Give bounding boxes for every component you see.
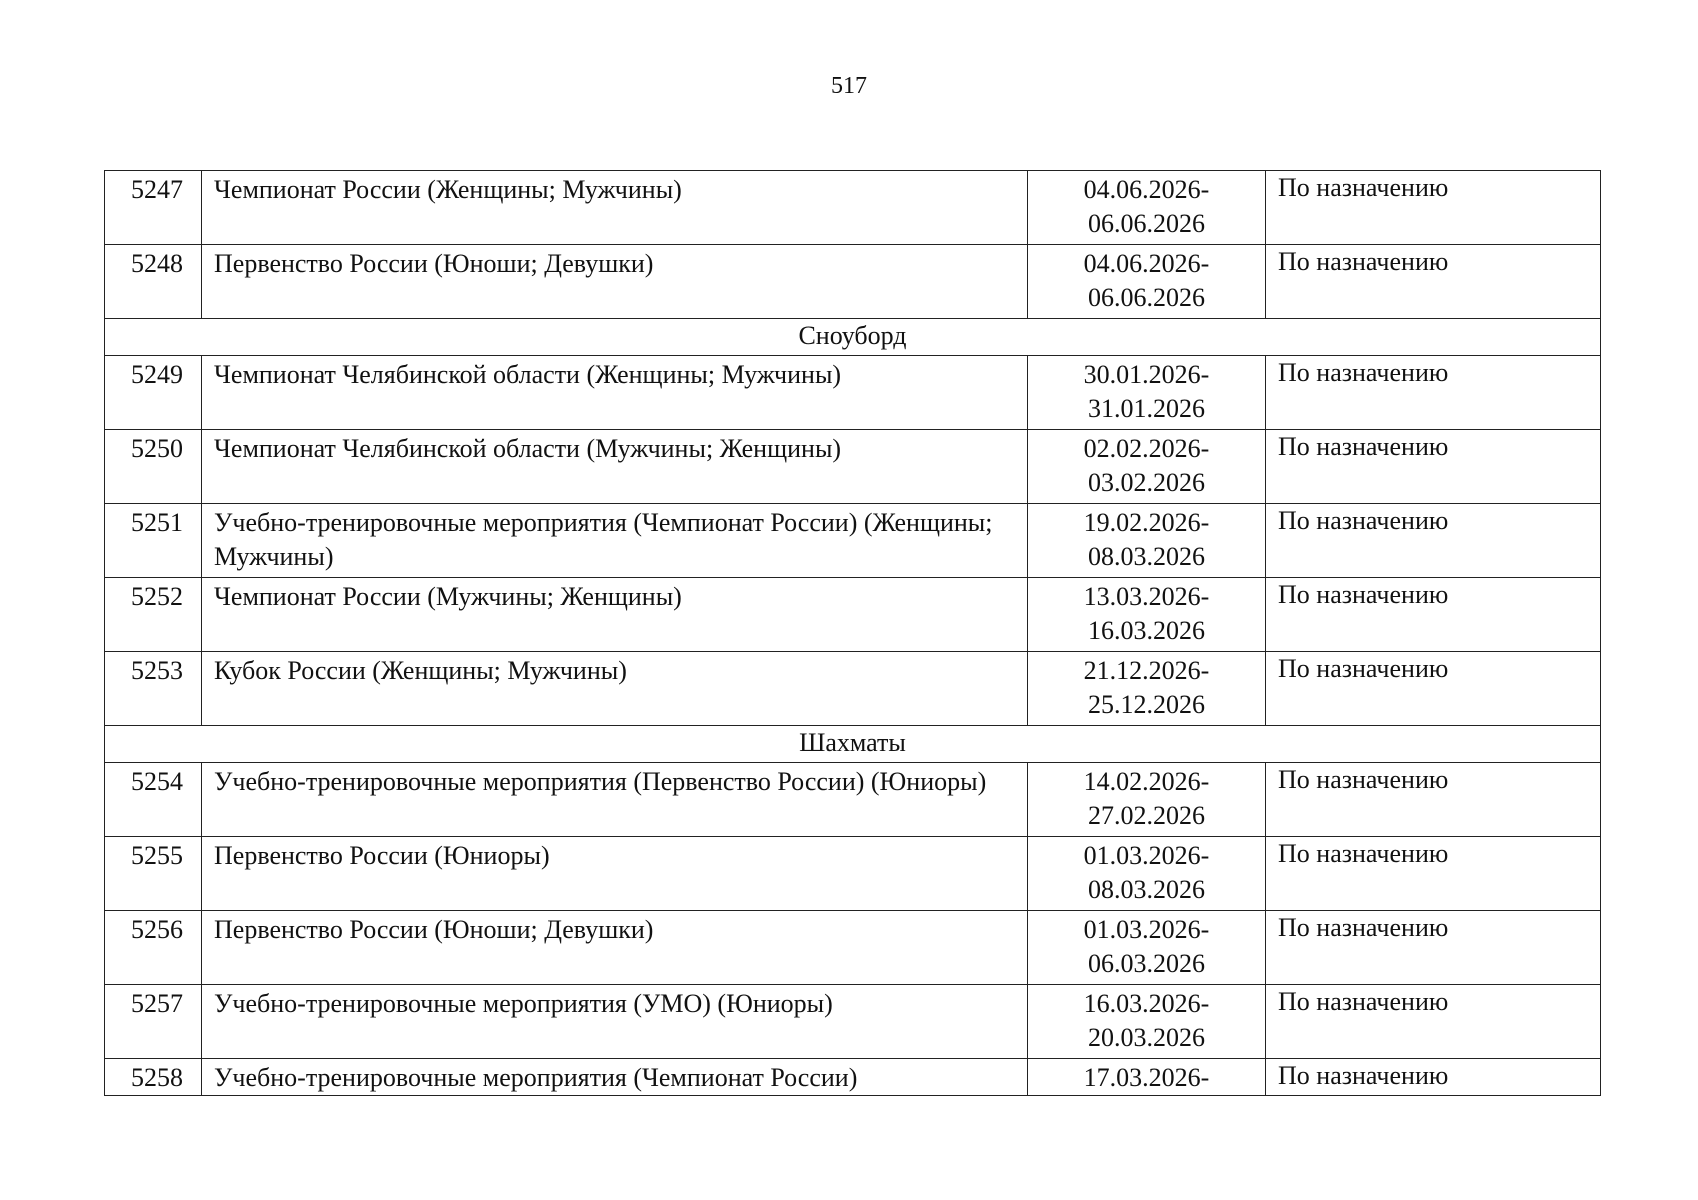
event-name: Первенство России (Юниоры): [202, 837, 1028, 911]
event-name: Кубок России (Женщины; Мужчины): [202, 652, 1028, 726]
event-name: Чемпионат России (Мужчины; Женщины): [202, 578, 1028, 652]
event-dates: [1028, 985, 1266, 1059]
event-number: 5256: [105, 911, 202, 985]
event-number: 5255: [105, 837, 202, 911]
event-dates: [1028, 1059, 1266, 1096]
event-place: По назначению: [1266, 356, 1601, 430]
date-start: 19.02.2026-: [1083, 508, 1210, 537]
event-number: 5257: [105, 985, 202, 1059]
event-dates: [1028, 245, 1266, 319]
event-name: Учебно-тренировочные мероприятия (Чемпионат России) (Женщины; Мужчины): [202, 504, 1028, 578]
date-start: 17.03.2026-: [1083, 1063, 1210, 1092]
event-place: По назначению: [1266, 763, 1601, 837]
table-row: [105, 504, 1601, 578]
date-start: 01.03.2026-: [1083, 841, 1210, 870]
event-dates: [1028, 652, 1266, 726]
event-place: По назначению: [1266, 504, 1601, 578]
event-number: 5251: [105, 504, 202, 578]
date-start: 14.02.2026-: [1083, 767, 1210, 796]
event-dates: [1028, 763, 1266, 837]
events-table-body: [105, 171, 1601, 1096]
table-row: [105, 985, 1601, 1059]
event-place: По назначению: [1266, 837, 1601, 911]
event-name: Чемпионат Челябинской области (Женщины; Мужчины): [202, 356, 1028, 430]
table-row: [105, 763, 1601, 837]
table-row: [105, 911, 1601, 985]
event-number: 5254: [105, 763, 202, 837]
event-place: По назначению: [1266, 578, 1601, 652]
table-row: [105, 652, 1601, 726]
event-place: По назначению: [1266, 985, 1601, 1059]
date-end: 31.01.2026: [1088, 394, 1205, 423]
event-place: По назначению: [1266, 171, 1601, 245]
date-end: 20.03.2026: [1088, 1023, 1205, 1052]
event-dates: [1028, 578, 1266, 652]
event-name: Учебно-тренировочные мероприятия (Чемпионат России): [202, 1059, 1028, 1096]
event-place: По назначению: [1266, 911, 1601, 985]
date-start: 04.06.2026-: [1083, 249, 1210, 278]
date-start: 16.03.2026-: [1083, 989, 1210, 1018]
event-name: Первенство России (Юноши; Девушки): [202, 245, 1028, 319]
events-table: [104, 170, 1601, 1096]
event-name: Чемпионат России (Женщины; Мужчины): [202, 171, 1028, 245]
date-end: 03.02.2026: [1088, 468, 1205, 497]
event-place: По назначению: [1266, 1059, 1601, 1096]
date-start: 13.03.2026-: [1083, 582, 1210, 611]
event-dates: [1028, 171, 1266, 245]
event-dates: [1028, 356, 1266, 430]
section-title: Шахматы: [105, 726, 1601, 763]
event-number: 5258: [105, 1059, 202, 1096]
event-name: Первенство России (Юноши; Девушки): [202, 911, 1028, 985]
event-place: По назначению: [1266, 245, 1601, 319]
date-start: 01.03.2026-: [1083, 915, 1210, 944]
event-number: 5252: [105, 578, 202, 652]
event-number: 5248: [105, 245, 202, 319]
table-row: [105, 1059, 1601, 1096]
date-start: 30.01.2026-: [1083, 360, 1210, 389]
date-end: 25.12.2026: [1088, 690, 1205, 719]
event-dates: [1028, 911, 1266, 985]
event-dates: [1028, 504, 1266, 578]
date-start: 04.06.2026-: [1083, 175, 1210, 204]
date-start: 21.12.2026-: [1083, 656, 1210, 685]
event-place: По назначению: [1266, 430, 1601, 504]
date-end: 27.02.2026: [1088, 801, 1205, 830]
event-number: 5250: [105, 430, 202, 504]
section-title: Сноуборд: [105, 319, 1601, 356]
event-name: Чемпионат Челябинской области (Мужчины; Женщины): [202, 430, 1028, 504]
page-number: 517: [831, 73, 867, 99]
section-header-row: [105, 319, 1601, 356]
event-number: 5253: [105, 652, 202, 726]
table-row: [105, 245, 1601, 319]
date-end: 08.03.2026: [1088, 542, 1205, 571]
date-start: 02.02.2026-: [1083, 434, 1210, 463]
table-row: [105, 837, 1601, 911]
date-end: 08.03.2026: [1088, 875, 1205, 904]
table-row: [105, 430, 1601, 504]
event-place: По назначению: [1266, 652, 1601, 726]
event-dates: [1028, 430, 1266, 504]
table-row: [105, 578, 1601, 652]
table-row: [105, 356, 1601, 430]
date-end: 06.03.2026: [1088, 949, 1205, 978]
table-row: [105, 171, 1601, 245]
section-header-row: [105, 726, 1601, 763]
event-number: 5249: [105, 356, 202, 430]
event-dates: [1028, 837, 1266, 911]
date-end: 16.03.2026: [1088, 616, 1205, 645]
date-end: 06.06.2026: [1088, 209, 1205, 238]
event-number: 5247: [105, 171, 202, 245]
event-name: Учебно-тренировочные мероприятия (Первенство России) (Юниоры): [202, 763, 1028, 837]
event-name: Учебно-тренировочные мероприятия (УМО) (Юниоры): [202, 985, 1028, 1059]
date-end: 06.06.2026: [1088, 283, 1205, 312]
